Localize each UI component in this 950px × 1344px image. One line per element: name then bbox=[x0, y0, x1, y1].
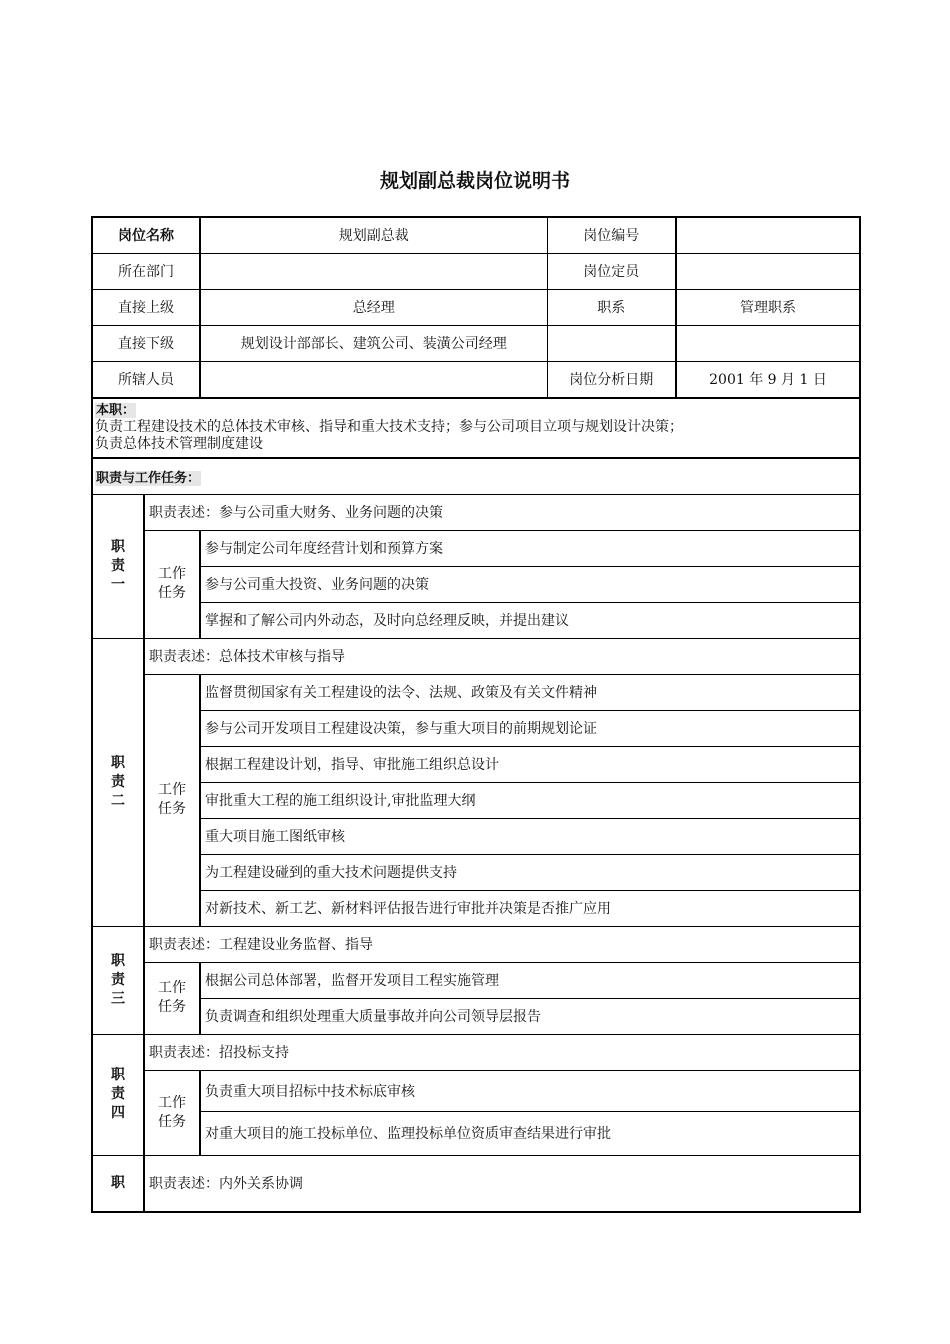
info-label: 岗位定员 bbox=[547, 253, 676, 289]
work-tasks-label: 工作 任务 bbox=[144, 1070, 200, 1155]
core-duty-line: 负责工程建设技术的总体技术审核、指导和重大技术支持；参与公司项目立项与规划设计决策； bbox=[95, 419, 683, 435]
duties-heading-row bbox=[92, 458, 860, 494]
duty-task: 根据公司总体部署，监督开发项目工程实施管理 bbox=[200, 962, 860, 998]
info-value bbox=[200, 253, 547, 289]
work-tasks-label: 工作 任务 bbox=[144, 674, 200, 926]
info-label: 直接下级 bbox=[92, 325, 200, 361]
duty-task: 对新技术、新工艺、新材料评估报告进行审批并决策是否推广应用 bbox=[200, 890, 860, 926]
duty-5-statement: 职责表述：内外关系协调 bbox=[144, 1155, 860, 1212]
job-description-table bbox=[91, 216, 861, 1213]
duty-task: 参与公司开发项目工程建设决策，参与重大项目的前期规划论证 bbox=[200, 710, 860, 746]
info-label: 所辖人员 bbox=[92, 361, 200, 398]
info-value: 总经理 bbox=[200, 289, 547, 325]
info-value: 2001 年 9 月 1 日 bbox=[676, 361, 860, 398]
duty-5-label: 职 bbox=[92, 1155, 144, 1212]
info-label: 岗位名称 bbox=[92, 217, 200, 253]
duty-task: 为工程建设碰到的重大技术问题提供支持 bbox=[200, 854, 860, 890]
duty-3-statement: 职责表述：工程建设业务监督、指导 bbox=[144, 926, 860, 962]
duty-task: 负责重大项目招标中技术标底审核 bbox=[200, 1070, 860, 1111]
duty-3-label: 职 责 三 bbox=[92, 926, 144, 1034]
info-value: 规划副总裁 bbox=[200, 217, 547, 253]
info-row-subordinates bbox=[92, 325, 860, 361]
info-value bbox=[676, 217, 860, 253]
info-row-supervisor bbox=[92, 289, 860, 325]
core-duty-heading: 本职： bbox=[96, 403, 136, 418]
info-label: 岗位分析日期 bbox=[547, 361, 676, 398]
duty-2-label: 职 责 二 bbox=[92, 638, 144, 926]
info-value bbox=[676, 325, 860, 361]
duty-task: 负责调查和组织处理重大质量事故并向公司领导层报告 bbox=[200, 998, 860, 1034]
duty-task: 根据工程建设计划，指导、审批施工组织总设计 bbox=[200, 746, 860, 782]
info-label: 直接上级 bbox=[92, 289, 200, 325]
duties-heading: 职责与工作任务： bbox=[96, 470, 201, 486]
duty-1-label: 职 责 一 bbox=[92, 494, 144, 638]
info-label: 所在部门 bbox=[92, 253, 200, 289]
duty-task: 对重大项目的施工投标单位、监理投标单位资质审查结果进行审批 bbox=[200, 1111, 860, 1155]
work-tasks-label: 工作 任务 bbox=[144, 530, 200, 638]
core-duty-line: 负责总体技术管理制度建设 bbox=[95, 436, 263, 452]
document-title: 规划副总裁岗位说明书 bbox=[379, 170, 570, 192]
duty-task: 掌握和了解公司内外动态，及时向总经理反映，并提出建议 bbox=[200, 602, 860, 638]
duty-2-statement: 职责表述：总体技术审核与指导 bbox=[144, 638, 860, 674]
info-value bbox=[200, 361, 547, 398]
info-value bbox=[676, 253, 860, 289]
info-label bbox=[547, 325, 676, 361]
info-row-position-name bbox=[92, 217, 860, 253]
duty-task: 审批重大工程的施工组织设计,审批监理大纲 bbox=[200, 782, 860, 818]
duty-task: 监督贯彻国家有关工程建设的法令、法规、政策及有关文件精神 bbox=[200, 674, 860, 710]
info-label: 岗位编号 bbox=[547, 217, 676, 253]
duty-4-label: 职 责 四 bbox=[92, 1034, 144, 1155]
duty-task: 参与公司重大投资、业务问题的决策 bbox=[200, 566, 860, 602]
duty-1-statement: 职责表述：参与公司重大财务、业务问题的决策 bbox=[144, 494, 860, 530]
info-row-department bbox=[92, 253, 860, 289]
duty-task: 重大项目施工图纸审核 bbox=[200, 818, 860, 854]
duty-task: 参与制定公司年度经营计划和预算方案 bbox=[200, 530, 860, 566]
work-tasks-label: 工作 任务 bbox=[144, 962, 200, 1034]
core-duty-row bbox=[92, 398, 860, 458]
info-value: 管理职系 bbox=[676, 289, 860, 325]
info-value: 规划设计部部长、建筑公司、装潢公司经理 bbox=[200, 325, 547, 361]
info-row-staff bbox=[92, 361, 860, 398]
info-label: 职系 bbox=[547, 289, 676, 325]
duty-4-statement: 职责表述：招投标支持 bbox=[144, 1034, 860, 1070]
